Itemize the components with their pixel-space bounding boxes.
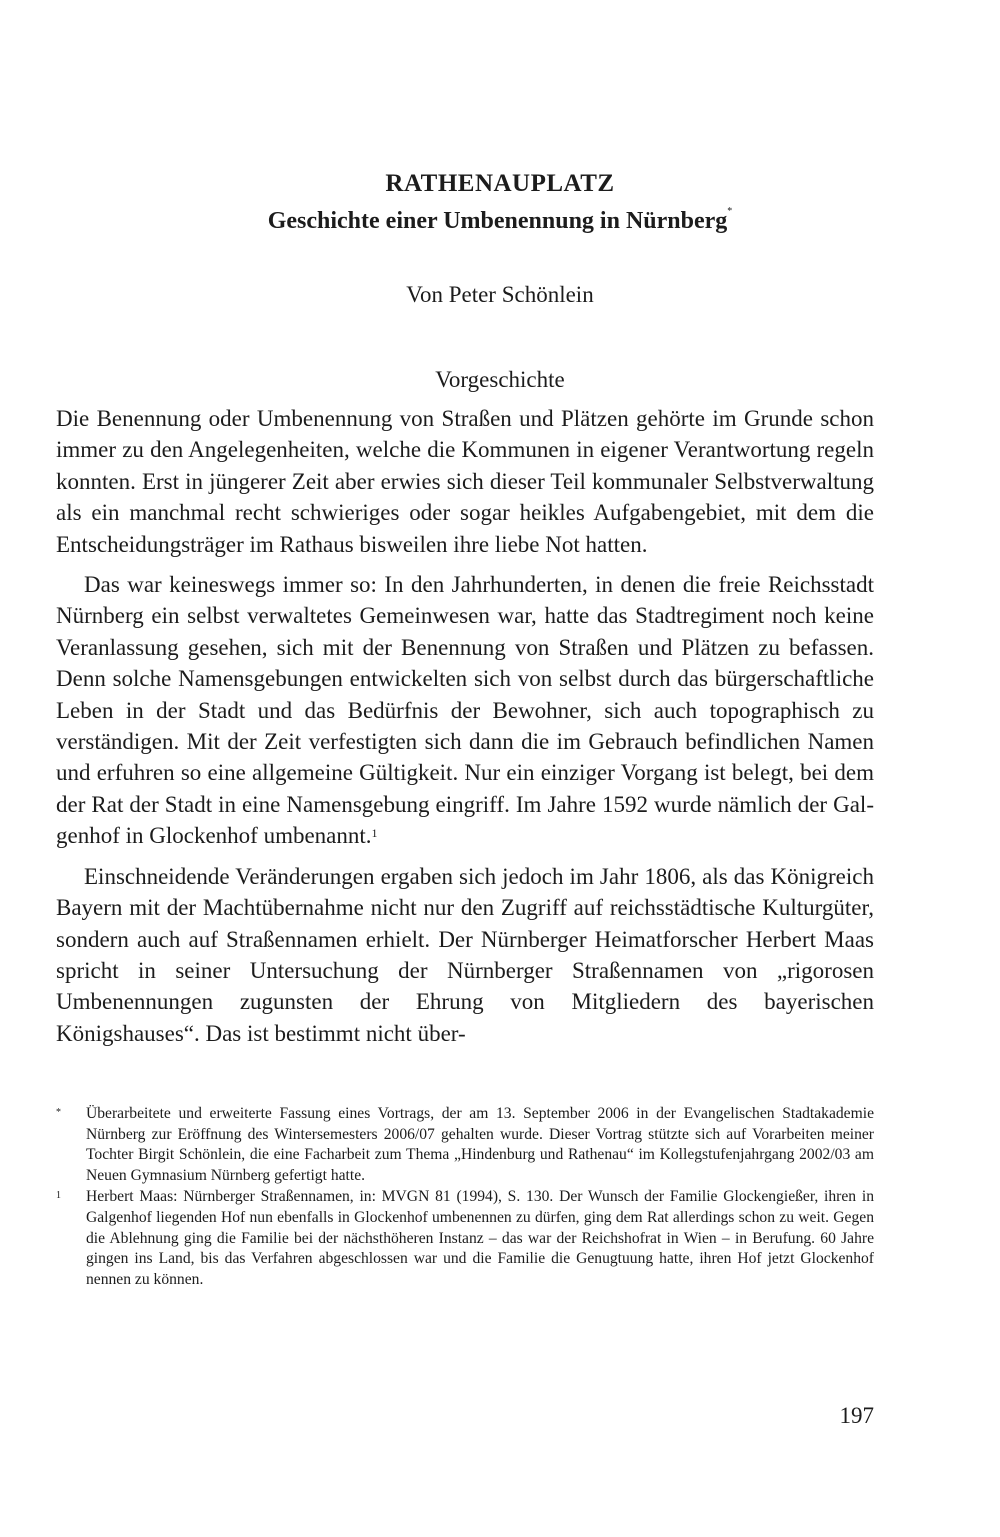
paragraph-1: Die Benennung oder Umbenennung von Straßen und Plätzen gehörte im Grunde schon immer zu den Angelegenheiten, welche die Kommunen in eigener Verantwortung regeln konnten. Erst in jüngerer Zeit aber erwies sich dieser Teil kommunaler Selbstverwaltung als ein manchmal recht schwieriges oder sogar heikles Aufgabengebiet, mit dem die Entscheidungsträger im Rathaus bisweilen ihre liebe Not hatten. xyxy=(56,406,874,557)
page-number: 197 xyxy=(839,1403,874,1428)
footnote-1-text: Herbert Maas: Nürnberger Straßennamen, in: MVGN 81 (1994), S. 130. Der Wunsch der Familie Glockengießer, ihren in Galgenhof liegenden Hof nun ebenfalls in Glockenhof umbenennen zu dürfen, ging dem Rat allerdings schon zu weit. Gegen die Ablehnung ging die Familie bei der nächsthöheren Instanz – das war der Reichshofrat in Wien – in Berufung. 60 Jahre gingen ins Land, bis das Verfahren abgeschlossen war und die Familie die Genugtuung hatte, ihren Hof jetzt Glockenhof nennen zu können. xyxy=(86,1188,874,1288)
author-line: Von Peter Schönlein xyxy=(406,282,594,307)
paragraph-2 xyxy=(56,569,874,852)
section-heading: Vorgeschichte xyxy=(435,367,565,392)
body-text xyxy=(56,403,874,1058)
footnotes xyxy=(56,1104,874,1291)
footnote-star-mark: * xyxy=(56,1107,61,1118)
subtitle-footnote-mark: * xyxy=(727,206,733,217)
footnote-star xyxy=(56,1104,874,1186)
footnote-ref-1: 1 xyxy=(371,826,378,841)
paragraph-2-text: Das war keineswegs immer so: In den Jahrhunderten, in denen die freie Reichsstadt Nürnberg ein selbst verwaltetes Gemeinwesen war, hatte das Stadtregiment noch keine Veranlassung gesehen, sich mit der Benennung von Straßen und Plätzen zu befassen. Denn solche Namensgebungen entwickelten sich von selbst durch das bürgerschaftliche Leben in der Stadt und das Bedürfnis der Bewohner, sich auch topographisch zu verständigen. Mit der Zeit verfestigten sich dann die im Gebrauch befindlichen Namen und erfuhren so eine allgemeine Gültigkeit. Nur ein einziger Vorgang ist belegt, bei dem der Rat der Stadt in eine Namensgebung eingriff. Im Jahre 1592 wurde nämlich der Galgenhof in Glockenhof umbenannt. xyxy=(56,572,874,849)
footnote-1-mark: 1 xyxy=(56,1190,61,1202)
footnote-1 xyxy=(56,1187,874,1290)
paragraph-3: Einschneidende Veränderungen ergaben sich jedoch im Jahr 1806, als das Königreich Bayern mit der Machtübernahme nicht nur den Zugriff auf reichsstädtische Kulturgüter, sondern auch auf Straßennamen erhielt. Der Nürnberger Heimatforscher Herbert Maas spricht in seiner Untersuchung der Nürnberger Straßennamen von „rigorosen Umbenennungen zugunsten der Ehrung von Mitgliedern des bayerischen Königshauses“. Das ist bestimmt nicht über- xyxy=(56,863,874,1046)
article-title: RATHENAUPLATZ xyxy=(385,170,615,197)
subtitle-text: Geschichte einer Umbenennung in Nürnberg xyxy=(267,208,728,234)
article-subtitle xyxy=(0,208,1000,235)
footnote-star-text: Überarbeitete und erweiterte Fassung eines Vortrags, der am 13. September 2006 in der Evangelischen Stadtakademie Nürnberg zur Eröffnung des Wintersemesters 2006/07 gehalten wurde. Dieser Vortrag stützte sich auf Vorarbeiten meiner Tochter Birgit Schönlein, die eine Facharbeit zum Thema „Hindenburg und Rathenau“ im Kollegstufenjahrgang 2002/03 am Neuen Gymnasium Nürnberg gefertigt hatte. xyxy=(86,1105,874,1184)
